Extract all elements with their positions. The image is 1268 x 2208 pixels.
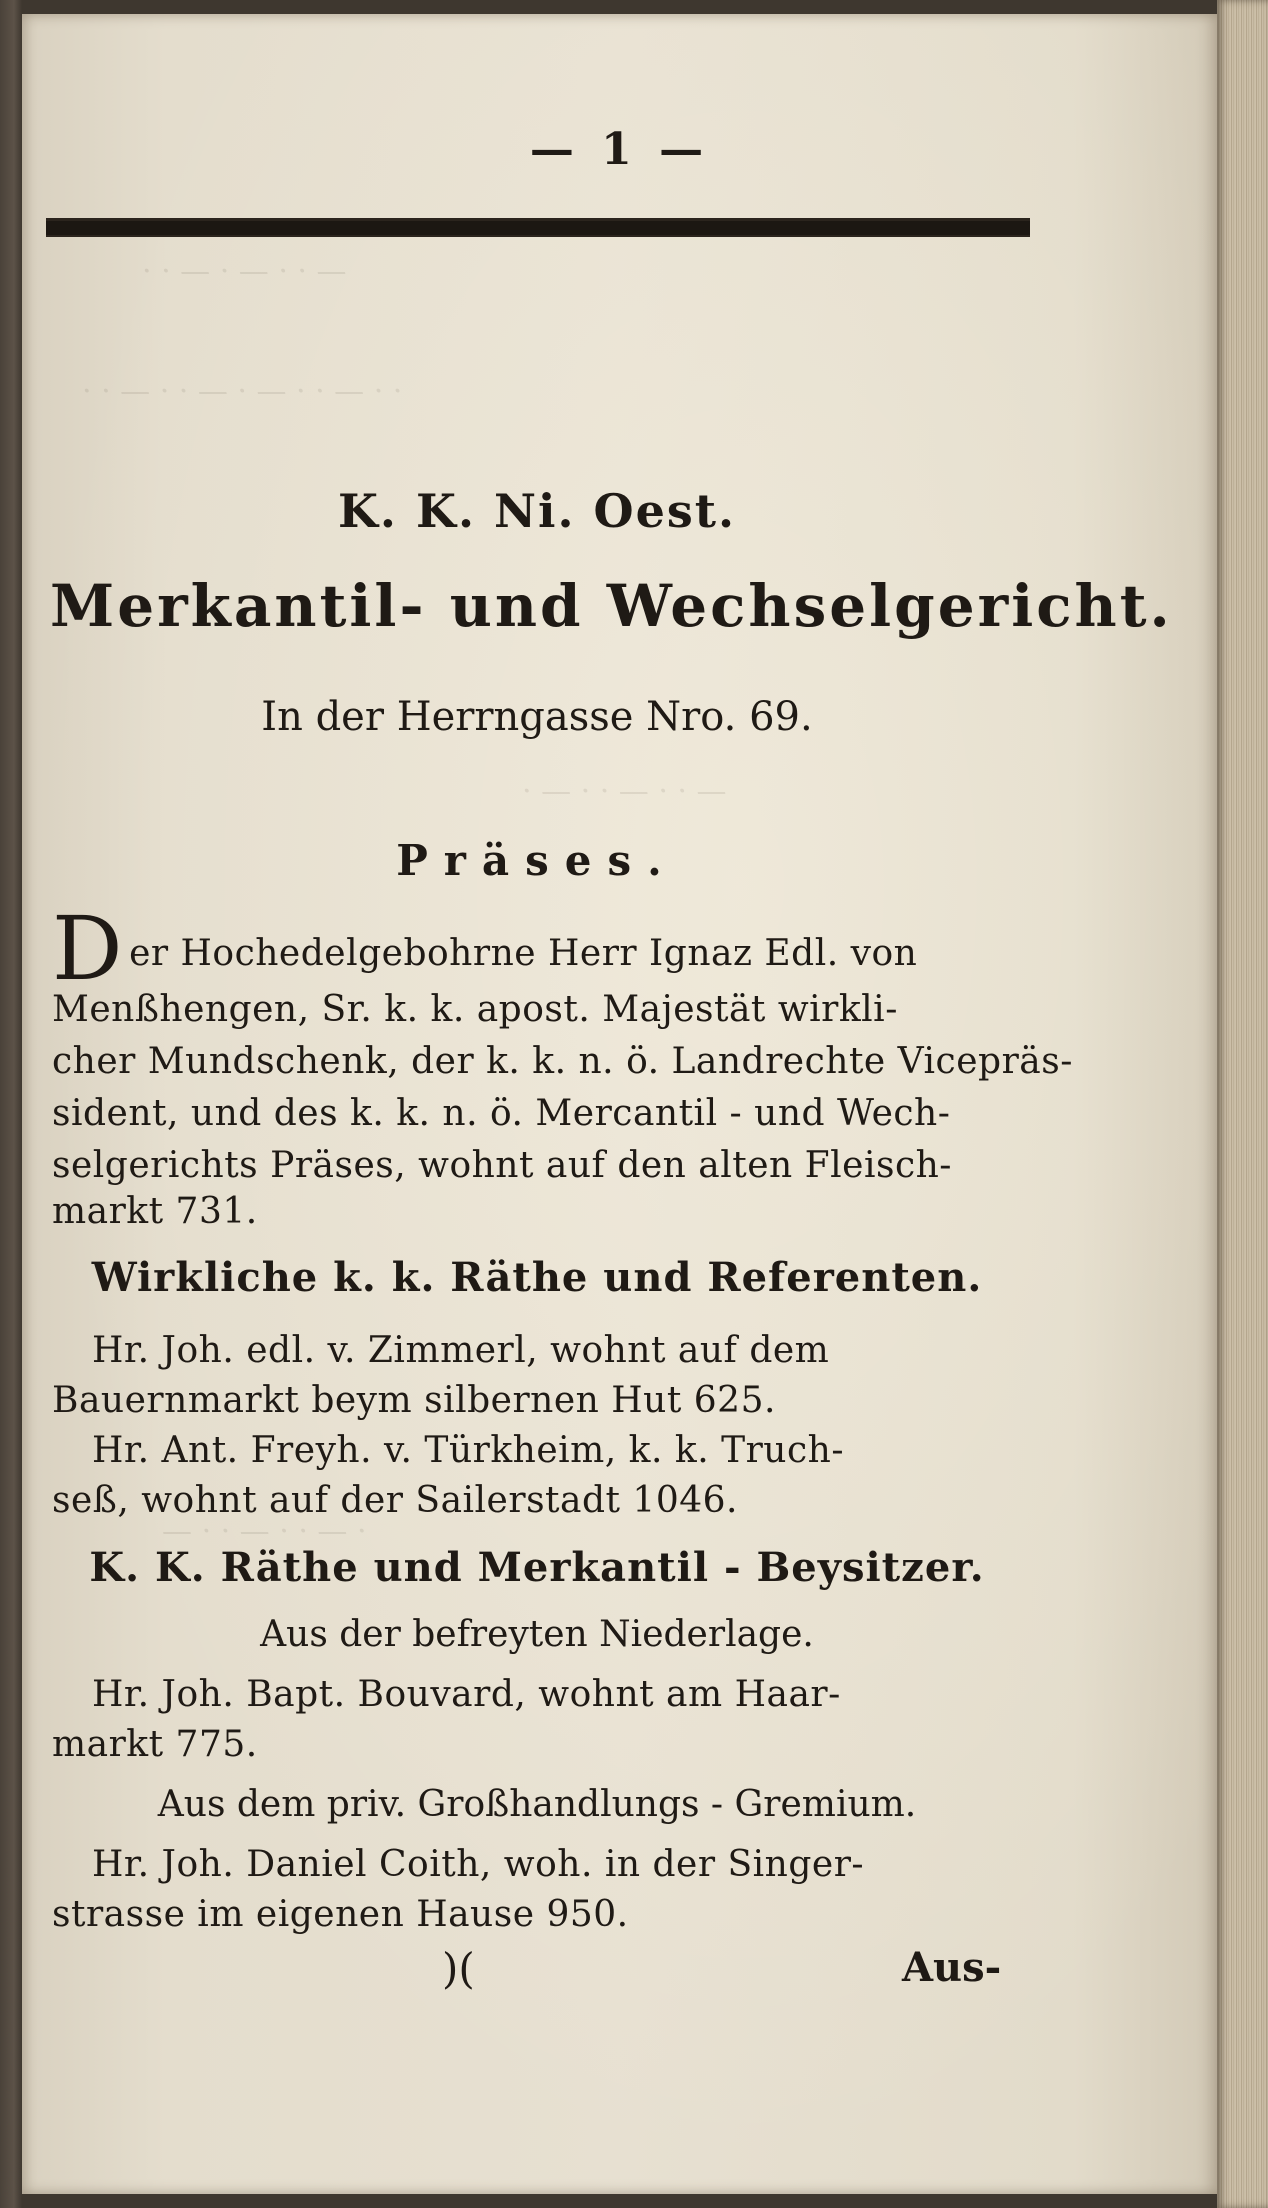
niederlage-heading: Aus der befreyten Niederlage.: [260, 1614, 814, 1655]
gremium-line: Hr. Joh. Daniel Coith, woh. in der Singer-: [92, 1844, 865, 1885]
heading-rule: [46, 218, 1030, 237]
court-title: Merkantil- und Wechselgericht.: [50, 572, 1173, 640]
raethe-line: seß, wohnt auf der Sailerstadt 1046.: [52, 1480, 738, 1521]
praeses-line: [52, 897, 918, 1000]
raethe-heading: Wirkliche k. k. Räthe und Referenten.: [91, 1254, 983, 1301]
praeses-line: selgerichts Präses, wohnt auf den alten Fleisch-: [52, 1145, 952, 1186]
paper-page: [22, 14, 1217, 2194]
drop-cap: D: [52, 897, 124, 1000]
signature-mark: )(: [442, 1944, 475, 1993]
praeses-line: sident, und des k. k. n. ö. Mercantil - und Wech-: [52, 1093, 951, 1134]
praeses-line: Menßhengen, Sr. k. k. apost. Majestät wirkli-: [52, 989, 898, 1030]
praeses-heading: Präses.: [396, 836, 678, 885]
praeses-line: cher Mundschenk, der k. k. n. ö. Landrechte Vicepräs-: [52, 1041, 1073, 1082]
page-number: — 1 —: [529, 124, 710, 175]
book-page-edges: [1217, 0, 1268, 2208]
gremium-heading: Aus dem priv. Großhandlungs - Gremium.: [157, 1784, 917, 1825]
raethe-line: Hr. Joh. edl. v. Zimmerl, wohnt auf dem: [92, 1330, 830, 1371]
court-prefix: K. K. Ni. Oest.: [337, 484, 737, 538]
praeses-line: markt 731.: [52, 1191, 258, 1232]
praeses-line-text: er Hochedelgebohrne Herr Ignaz Edl. von: [129, 933, 918, 974]
beysitzer-heading: K. K. Räthe und Merkantil - Beysitzer.: [89, 1544, 985, 1591]
gremium-line: strasse im eigenen Hause 950.: [52, 1894, 629, 1935]
raethe-line: Bauernmarkt beym silbernen Hut 625.: [52, 1380, 776, 1421]
niederlage-line: markt 775.: [52, 1724, 258, 1765]
bleed-through-texture: — · · — · — · · · · — · · — · — · · — · · — · · — · · — · · — · · — · · —: [82, 254, 727, 1549]
niederlage-line: Hr. Joh. Bapt. Bouvard, wohnt am Haar-: [92, 1674, 841, 1715]
catchword: Aus-: [902, 1944, 1002, 1991]
court-address: In der Herrngasse Nro. 69.: [261, 694, 813, 740]
raethe-line: Hr. Ant. Freyh. v. Türkheim, k. k. Truch-: [92, 1430, 844, 1471]
